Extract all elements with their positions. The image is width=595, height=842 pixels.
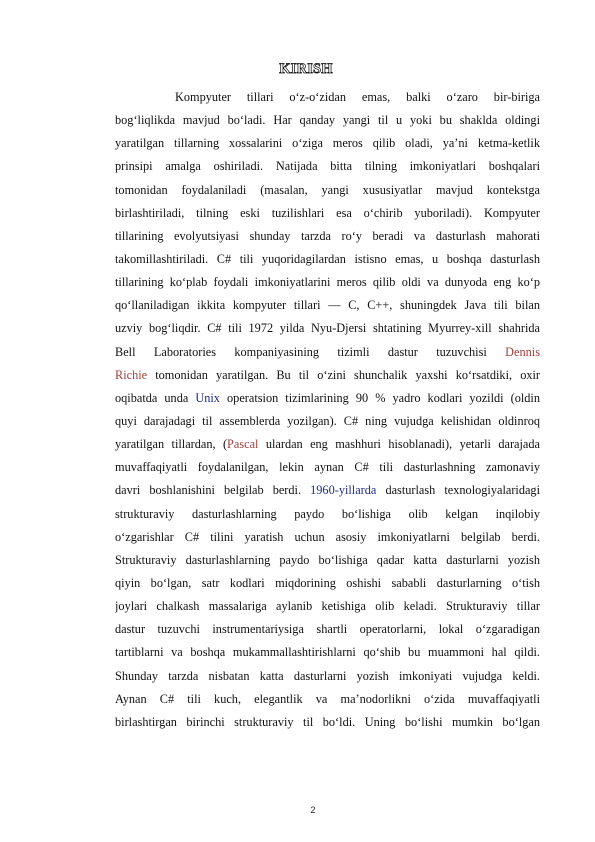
line-text: tillarining evolyutsiyasi shunday tarzda roʻy beradi va dasturlash mahorati xyxy=(115,228,540,243)
hyperlink[interactable]: 1960-yillarda xyxy=(310,483,377,498)
text-line xyxy=(115,387,540,410)
text-line xyxy=(115,503,540,526)
line-text: qoʻllaniladigan ikkita kompyuter tillari — C, C++, shuningdek Java tili bilan xyxy=(115,298,540,313)
text-line xyxy=(115,155,540,178)
text-line xyxy=(115,317,540,340)
line-text: prinsipi amalga oshiriladi. Natijada bitta tilning imkoniyatlari boshqalari xyxy=(115,159,540,174)
line-text: joylari chalkash massalariga aylanib ketishiga olib keladi. Strukturaviy tillar xyxy=(115,599,540,614)
text-line xyxy=(115,202,540,225)
line-text: tillarining koʻplab foydali imkoniyatlarini meros qilib oldi va dunyoda eng koʻp xyxy=(115,275,540,290)
text-line xyxy=(115,711,540,734)
line-text: yaratilgan tillardan, ( xyxy=(115,437,228,452)
text-line xyxy=(115,641,540,664)
text-line xyxy=(115,456,540,479)
line-text: operatsion tizimlarining 90 % yadro kodlari yozildi (oldin xyxy=(219,390,540,405)
text-line xyxy=(115,364,540,387)
line-text: birlashtirgan birinchi strukturaviy til boʻldi. Uning boʻlishi mumkin boʻlgan xyxy=(115,714,540,729)
line-text: Shunday tarzda nisbatan katta dasturlarni yozish imkoniyati vujudga keldi. xyxy=(115,668,540,683)
text-line xyxy=(115,341,540,364)
text-line xyxy=(115,294,540,317)
line-text: qiyin boʻlgan, satr kodlari miqdorining oshishi sababli dasturlarning oʻtish xyxy=(115,575,540,590)
line-text: Kompyuter tillari oʻz-oʻzidan emas, balki oʻzaro bir-biriga xyxy=(175,90,540,104)
text-line xyxy=(115,549,540,572)
line-text: Bell Laboratories kompaniyasining tizimli dastur tuzuvchisi xyxy=(115,344,506,359)
text-line xyxy=(115,688,540,711)
section-title: KIRISH xyxy=(279,61,333,77)
text-line xyxy=(115,595,540,618)
line-text: tartiblarni va boshqa mukammallashtirishlarni qoʻshib bu muammoni hal qildi. xyxy=(115,645,540,660)
text-line xyxy=(115,225,540,248)
text-line xyxy=(115,109,540,132)
hyperlink[interactable]: Richie xyxy=(115,367,148,382)
line-text: davri boshlanishini belgilab berdi. xyxy=(115,483,311,498)
line-text: quyi darajadagi til assemblerda yozilgan). C# ning vujudga kelishidan oldinroq xyxy=(115,413,540,428)
text-line xyxy=(115,572,540,595)
text-line xyxy=(115,271,540,294)
line-text: bogʻliqlikda mavjud boʻladi. Har qanday yangi til u yoki bu shaklda oldingi xyxy=(115,113,540,128)
hyperlink[interactable]: Dennis xyxy=(505,344,540,359)
text-line xyxy=(115,248,540,271)
line-text: oʻzgarishlar C# tilini yaratish uchun asosiy imkoniyatlarni belgilab berdi. xyxy=(115,529,540,544)
text-line xyxy=(115,665,540,688)
text-line xyxy=(115,618,540,641)
line-text: muvaffaqiyatli foydalanilgan, lekin aynan C# tili dasturlashning zamonaviy xyxy=(115,460,540,475)
text-line xyxy=(115,526,540,549)
page-number: 2 xyxy=(310,805,316,815)
body-paragraph xyxy=(115,86,540,734)
hyperlink[interactable]: Unix xyxy=(195,390,220,405)
text-line xyxy=(115,132,540,155)
text-line xyxy=(115,433,540,456)
line-text: Aynan C# tili kuch, elegantlik va maʼnodorlikni oʻzida muvaffaqiyatli xyxy=(115,691,540,706)
text-line xyxy=(115,410,540,433)
text-line xyxy=(115,179,540,202)
line-text: takomillashtiriladi. C# tili yuqoridagilardan istisno emas, u boshqa dasturlash xyxy=(115,251,540,266)
line-text: dasturlash texnologiyalaridagi xyxy=(376,483,540,498)
text-line xyxy=(115,479,540,502)
hyperlink[interactable]: Pascal xyxy=(227,437,259,452)
text-line xyxy=(115,86,540,109)
line-text: strukturaviy dasturlashlarning paydo boʻlishiga olib kelgan inqilobiy xyxy=(115,506,540,521)
line-text: yaratilgan tillarning xossalarini oʻziga meros qilib oladi, yaʼni ketma-ketlik xyxy=(115,136,540,151)
line-text: tomonidan yaratilgan. Bu til oʻzini shunchalik yaxshi koʻrsatdiki, oxir xyxy=(147,367,540,382)
line-text: oqibatda unda xyxy=(115,390,196,405)
line-text: tomonidan foydalaniladi (masalan, yangi xususiyatlar mavjud kontekstga xyxy=(115,182,540,197)
line-text: uzviy bogʻliqdir. C# tili 1972 yilda Nyu-Djersi shtatining Myurrey-xill shahrida xyxy=(115,321,540,336)
line-text: birlashtiriladi, tilning eski tuzilishlari esa oʻchirib yuboriladi). Kompyuter xyxy=(115,205,540,220)
line-text: Strukturaviy dasturlashlarning paydo boʻlishiga qadar katta dasturlarni yozish xyxy=(115,552,540,567)
line-text: dastur tuzuvchi instrumentariysiga shartli operatorlarni, lokal oʻzgaradigan xyxy=(115,622,540,637)
line-text: ulardan eng mashhuri hisoblanadi), yetarli darajada xyxy=(258,437,540,452)
